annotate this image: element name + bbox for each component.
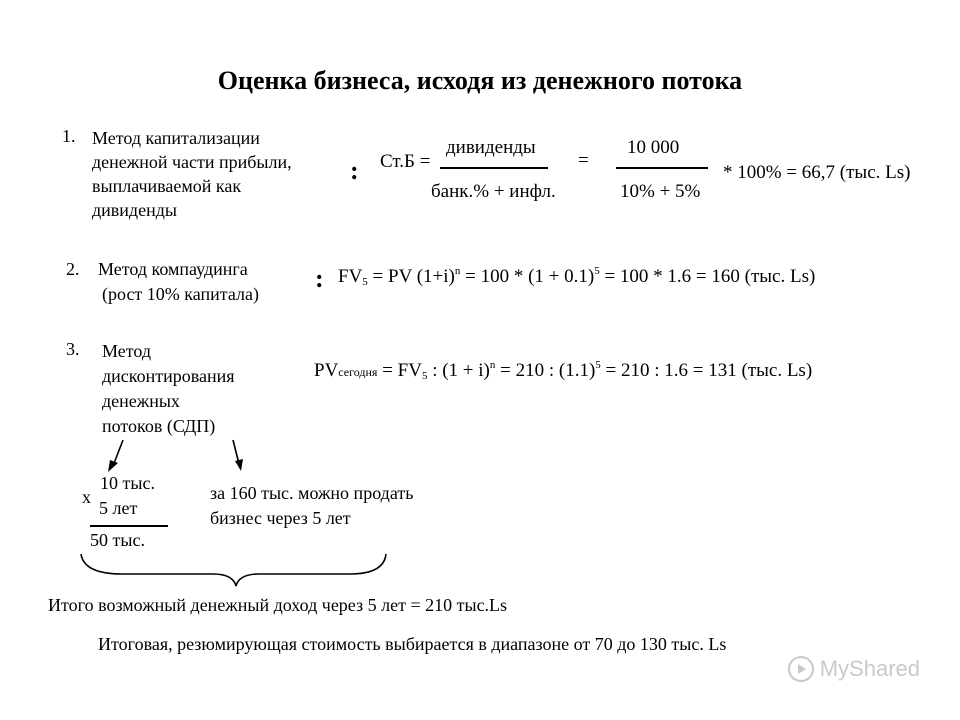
calc-years: 5 лет <box>99 498 138 518</box>
method1-line: дивиденды <box>92 200 177 220</box>
calc-multiply-sign: x <box>82 487 91 507</box>
method1-line: Метод капитализации <box>92 128 260 148</box>
method3-exponent: 5 <box>595 359 601 371</box>
method1-result: * 100% = 66,7 (тыс. Ls) <box>723 162 911 183</box>
method1-denominator-value: 10% + 5% <box>620 181 701 202</box>
method1-equals: = <box>578 150 589 171</box>
method3-number: 3. <box>66 339 80 359</box>
method3-pv-subscript: сегодня <box>338 365 378 379</box>
method1-line: денежной части прибыли, <box>92 152 292 172</box>
method3-line: дисконтирования <box>102 366 235 386</box>
final-valuation: Итоговая, резюмирующая стоимость выбирается в диапазоне от 70 до 130 тыс. Ls <box>98 634 727 654</box>
method1-number: 1. <box>62 126 76 146</box>
method1-lhs: Ст.Б = <box>380 151 431 172</box>
method2-number: 2. <box>66 259 80 279</box>
method2-exponent: n <box>454 265 461 277</box>
method3-formula-part: = 210 : (1.1) <box>495 360 596 381</box>
arrow-left-icon <box>108 440 123 472</box>
method2-formula-part: = 100 * (1 + 0.1) <box>460 266 595 287</box>
method3-line: Метод <box>102 341 152 361</box>
watermark-logo-icon <box>788 656 814 682</box>
page-title: Оценка бизнеса, исходя из денежного потока <box>217 66 743 95</box>
method1-denominator: банк.% + инфл. <box>431 181 556 202</box>
arrow-right-icon <box>233 440 243 471</box>
method3-formula-part: = 210 : 1.6 = 131 (тыс. Ls) <box>600 360 813 381</box>
method2-formula-part: = PV (1+i) <box>367 266 455 287</box>
method3-exponent: n <box>489 359 496 371</box>
method2-subtitle: (рост 10% капитала) <box>102 284 259 304</box>
method2-formula-part: = 100 * 1.6 = 160 (тыс. Ls) <box>599 266 816 287</box>
method1-colon: : <box>350 156 359 185</box>
calc-underline <box>90 525 168 527</box>
method2-colon: : <box>315 264 324 293</box>
calc-value: 10 тыс. <box>100 473 155 493</box>
watermark <box>788 656 920 682</box>
method3-formula-part: : (1 + i) <box>427 360 490 381</box>
curly-brace-icon <box>81 554 386 586</box>
method2-fv-subscript: 5 <box>362 276 368 288</box>
watermark-text: MyShared <box>819 656 920 681</box>
method1-numerator-value: 10 000 <box>627 137 680 158</box>
calc-result: 50 тыс. <box>90 530 145 550</box>
method2-fv: FV <box>338 266 363 287</box>
sale-note-line1: за 160 тыс. можно продать <box>210 483 414 503</box>
sale-note-line2: бизнес через 5 лет <box>210 508 351 528</box>
method1-line: выплачиваемой как <box>92 176 242 196</box>
method3-fv-subscript: 5 <box>421 370 428 382</box>
method1-numerator: дивиденды <box>446 137 536 158</box>
method3-line: денежных <box>102 391 180 411</box>
total-income: Итого возможный денежный доход через 5 лет = 210 тыс.Ls <box>48 595 508 615</box>
method3-line: потоков (СДП) <box>102 416 216 436</box>
method2-exponent: 5 <box>594 265 600 277</box>
method3-formula-part: = FV <box>377 360 422 381</box>
method2-title: Метод компаудинга <box>98 259 248 279</box>
method3-pv: PV <box>314 360 339 381</box>
